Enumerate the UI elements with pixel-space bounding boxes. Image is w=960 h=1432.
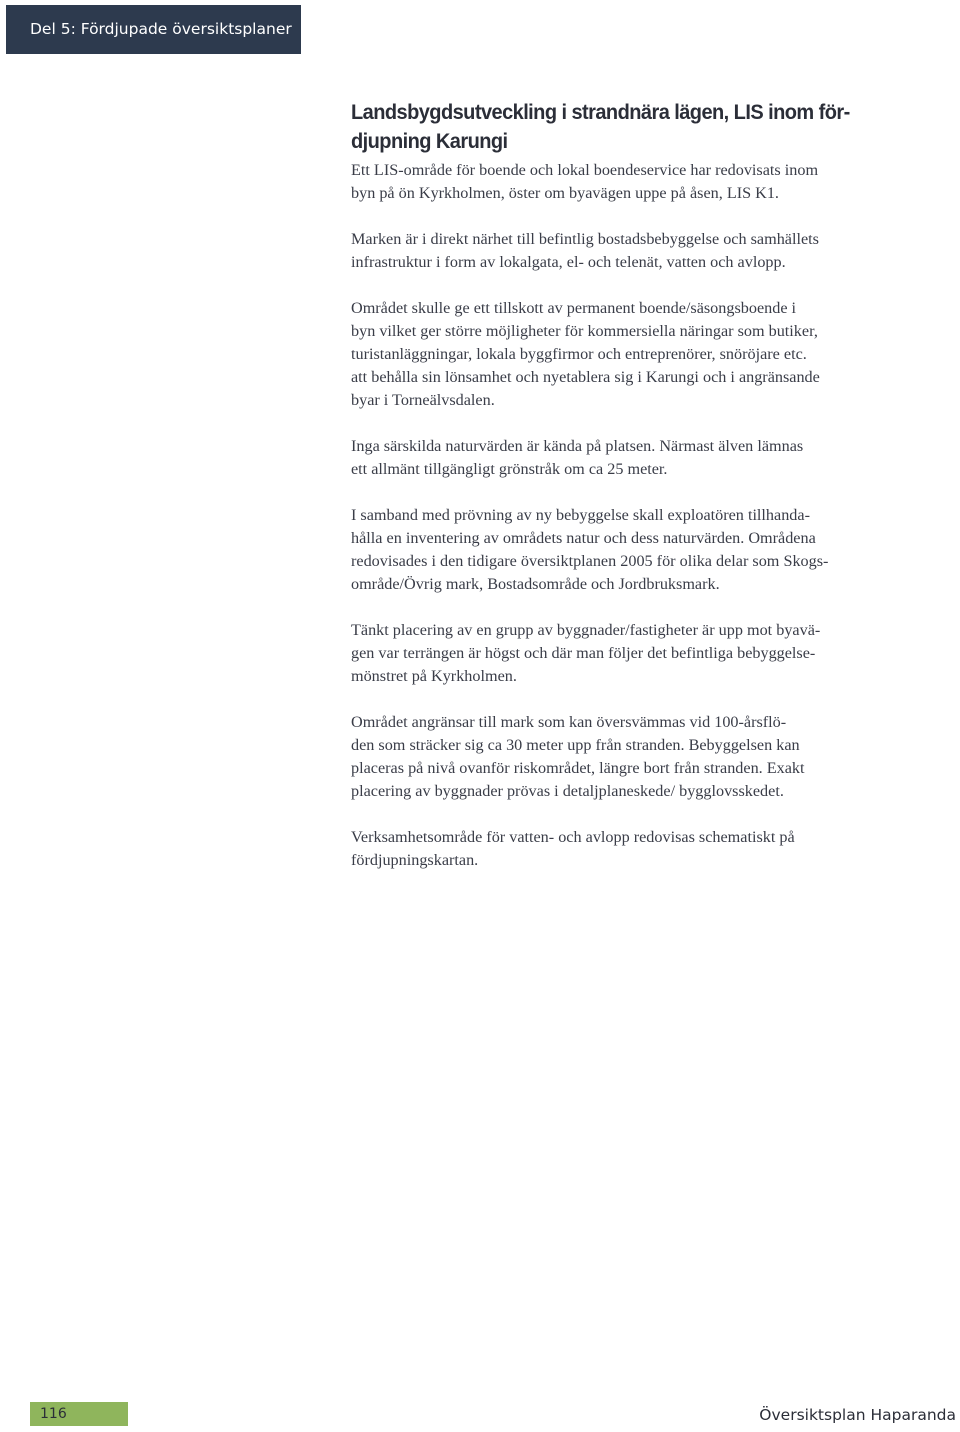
publication-title: Översiktsplan Haparanda [759, 1406, 956, 1424]
paragraph-housing-effects: Området skulle ge ett tillskott av permanent boende/säsongsboende i byn vilket ger större möjligheter för kommersiella näringar som butiker, turistanläggningar, lokala byggfirmor och entreprenörer, snöröjare etc. att behålla sin lönsamhet och nyetablera sig i Karungi och i angränsande byar i Torneälvsdalen. [351, 299, 820, 409]
paragraph-infrastructure: Marken är i direkt närhet till befintlig bostadsbebyggelse och samhällets infrastruktur i form av lokalgata, el- och telenät, vatten och avlopp. [351, 230, 819, 271]
paragraph-nature-values: Inga särskilda naturvärden är kända på platsen. Närmast älven lämnas ett allmänt tillgängligt grönstråk om ca 25 meter. [351, 437, 804, 478]
article [351, 98, 903, 895]
paragraph-lis-area: Ett LIS-område för boende och lokal boendeservice har redovisats inom byn på ön Kyrkholmen, öster om byavägen uppe på åsen, LIS K1. [351, 161, 819, 202]
paragraph-flood-risk: Området angränsar till mark som kan översvämmas vid 100-årsflö- den som sträcker sig ca 30 meter upp från stranden. Bebyggelsen kan placeras på nivå ovanför riskområdet, längre bort från stranden. Exakt placering av byggnader prövas i detaljplaneskede/ bygglovsskedet. [351, 713, 805, 800]
page-number-badge: 116 [30, 1402, 128, 1426]
paragraph-water-sewage: Verksamhetsområde för vatten- och avlopp redovisas schematiskt på fördjupningskartan. [351, 828, 795, 869]
section-header-tab: Del 5: Fördjupade översiktsplaner [6, 5, 301, 54]
paragraph-inventory: I samband med prövning av ny bebyggelse skall exploatören tillhanda- hålla en inventering av områdets natur och dess naturvärden. Områdena redovisades i den tidigare översiktplanen 2005 för olika delar som Skogs- område/Övrig mark, Bostadsområde och Jordbruksmark. [351, 506, 829, 593]
article-heading: Landsbygdsutveckling i strandnära lägen, LIS inom för- djupning Karungi [351, 100, 850, 153]
paragraph-placement: Tänkt placering av en grupp av byggnader/fastigheter är upp mot byavä- gen var terrängen är högst och där man följer det befintliga bebyggelse- mönstret på Kyrkholmen. [351, 621, 821, 685]
